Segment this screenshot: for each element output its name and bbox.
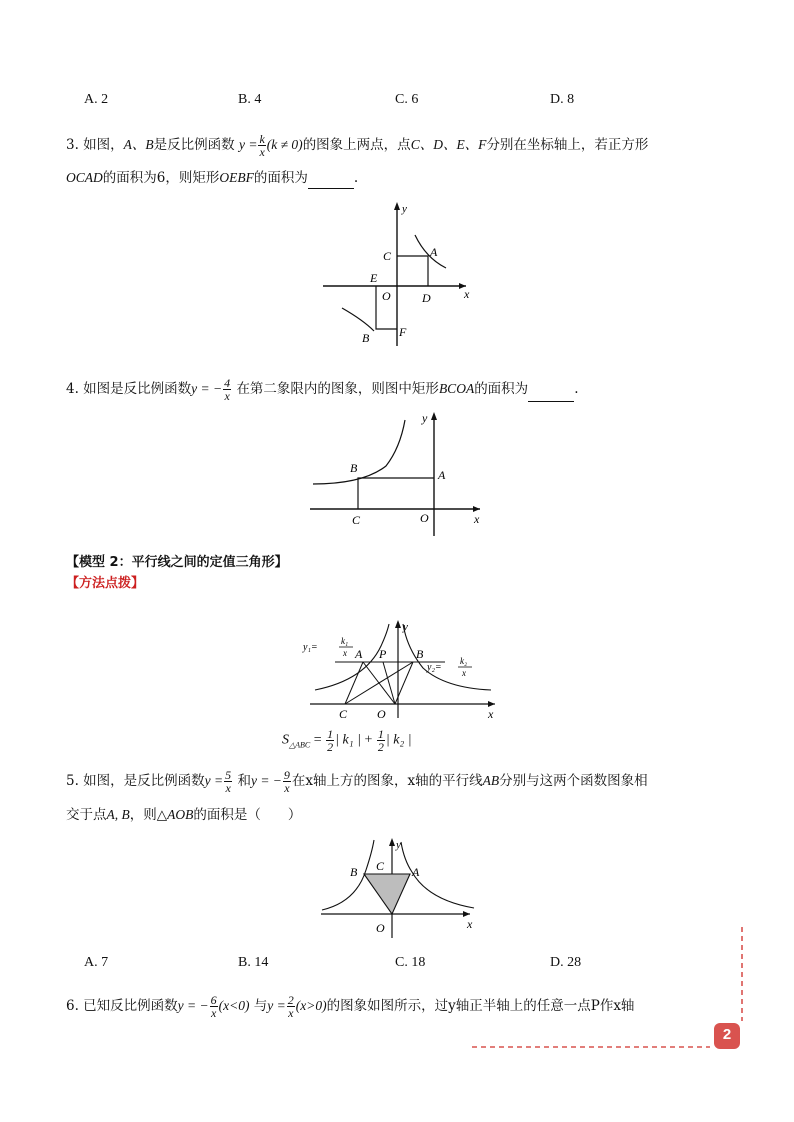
fig-m2-label-x: x [488,707,494,721]
fig3-label-y: y [402,203,407,215]
fig3-label-a: A [430,245,438,259]
fig3-label-b: B [362,331,370,345]
figure-model2 [295,618,535,722]
question-5-line2: 交于点A, B，则△AOB的面积是（ ） [66,807,302,823]
model-2-heading: 【模型 2：平行线之间的定值三角形】 [66,555,288,570]
fig-m2-label-b: B [416,647,424,661]
fig5-label-x: x [467,917,473,931]
answer-blank [308,174,354,189]
fig4-label-y: y [422,411,428,425]
fig4-label-a: A [438,468,446,482]
figure-q5 [316,834,484,942]
fig5-label-o: O [376,921,385,935]
fig5-label-y: y [396,839,401,851]
question-3-line2: OCAD的面积为6，则矩形OEBF的面积为 . [66,167,358,189]
question-5-line1: 5. 如图，是反比例函数y = $\frac{5}{x}$ 和y = − $\frac{9}{x}$ 在x轴上方的图象，x轴的平行线AB分别与这两个函数图象相 [66,768,648,795]
fig-m2-k2: k₂ [460,656,468,666]
page-corner-decoration [470,925,750,1055]
page-number: 2 [722,1026,732,1043]
figure-q3 [318,198,478,348]
fig4-label-c: C [352,513,361,527]
question-6: 6. 已知反比例函数y = − $\frac{6}{x}$ (x<0) 与y = $\frac{2}{x}$ (x>0)的图象如图所示，过y轴正半轴上的任意一点P作x轴 [66,993,635,1020]
fig3-label-o: O [382,289,391,303]
option-a: A. 2 [84,92,109,107]
q5-option-a: A. 7 [84,955,109,970]
fig-m2-label-a: A [355,647,363,661]
q5-option-c: C. 18 [395,955,426,970]
q5-option-b: B. 14 [238,955,269,970]
fig3-label-f: F [399,325,407,339]
fig4-label-b: B [350,461,358,475]
method-heading: 【方法点拨】 [66,576,145,591]
option-c: C. 6 [395,92,419,107]
fig4-label-x: x [474,512,480,526]
fig-m2-k1: k₁ [341,636,349,646]
fig-m2-x2: x [462,668,466,678]
fig5-label-b: B [350,865,358,879]
fig5-label-c: C [376,859,385,873]
fig3-label-e: E [370,271,378,285]
fig-m2-x1: x [343,648,347,658]
fig-m2-label-y: y [403,621,408,633]
fig4-label-o: O [420,511,429,525]
question-3-line1: 3. 如图，A、B是反比例函数 y = $\frac{k}{x}$ (k ≠ 0)的图象上两点，点C、D、E、F分别在坐标轴上，若正方形 [66,132,649,159]
fig3-label-x: x [464,287,470,301]
answer-blank [528,387,574,402]
fig-m2-label-o: O [377,707,386,721]
fig3-label-c: C [383,249,392,263]
area-formula: $S_{\triangle ABC}$ = $\frac{1}{2}$ | k₁ | + $\frac{1}{2}$ | k₂ | [282,727,412,754]
fig-m2-y1: y₁= [303,642,318,653]
question-4: 4. 如图是反比例函数y = − $\frac{4}{x}$ 在第二象限内的图象，则图中矩形BCOA的面积为 . [66,376,579,403]
fig-m2-y2: y₂= [427,662,442,673]
fig5-label-a: A [412,865,420,879]
fig-m2-label-p: P [379,647,387,661]
q5-option-d: D. 28 [550,955,582,970]
option-b: B. 4 [238,92,262,107]
fig3-label-d: D [422,291,431,305]
figure-q4 [308,408,488,538]
fig-m2-label-c: C [339,707,348,721]
option-d: D. 8 [550,92,575,107]
